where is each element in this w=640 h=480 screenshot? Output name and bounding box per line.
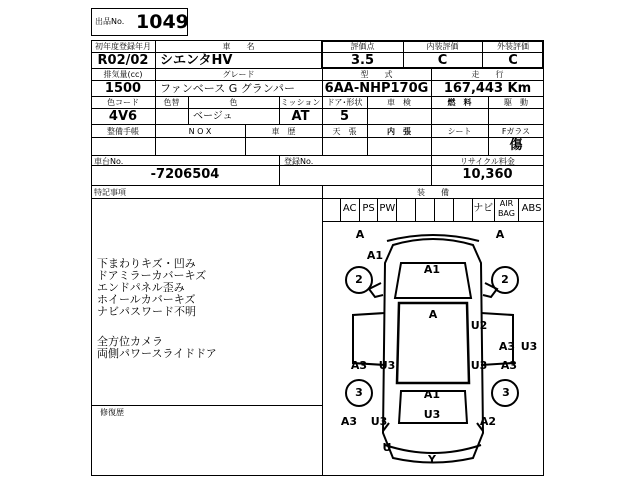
damage-code: A3 [498, 340, 516, 353]
cc-label: 排気量(cc) [103, 70, 143, 79]
damage-code: U3 [370, 415, 388, 428]
glass-value: 傷 [509, 138, 523, 153]
damage-code: A1 [423, 388, 441, 401]
damage-code: 2 [501, 273, 509, 286]
remarks-lines [97, 258, 206, 318]
grade-value: ファンベース G グランパー [160, 82, 295, 95]
chassis-value: -7206504 [150, 167, 220, 182]
door-label: ドア･形状 [326, 98, 363, 107]
color-value: ベージュ [193, 111, 233, 122]
seat-label: シート [447, 127, 472, 136]
remarks-lines-2 [97, 336, 217, 360]
year-value: R02/02 [97, 53, 149, 68]
damage-code: U [382, 441, 392, 454]
drive-label: 駆 動 [504, 98, 528, 107]
equipment-cell-ps: PS [360, 198, 379, 221]
damage-code: U2 [470, 319, 488, 332]
registration-label: 登録No. [284, 157, 314, 166]
year-label: 初年度登録年月 [95, 42, 151, 51]
color-change-label: 色替 [163, 98, 180, 107]
damage-code: U3 [470, 359, 488, 372]
equipment-cell-ac: AC [341, 198, 360, 221]
interior-score-label: 内装評価 [426, 42, 459, 51]
damage-code: A1 [366, 249, 384, 262]
damage-code: U3 [378, 359, 396, 372]
chassis-label: 車台No. [94, 157, 124, 166]
remarks-label: 特記事項 [94, 188, 126, 197]
damage-code: 2 [355, 273, 363, 286]
damage-code: A3 [500, 359, 518, 372]
equipment-cell-abs: ABS [521, 203, 542, 214]
remark-line: ホイールカバーキズ [97, 293, 196, 306]
rule [279, 155, 280, 186]
name-value: シエンタHV [160, 53, 233, 68]
damage-code: 3 [502, 386, 510, 399]
damage-code: Y [428, 453, 436, 466]
mileage-value: 167,443 Km [443, 81, 532, 96]
rule [91, 185, 544, 186]
equipment-label: 装 備 [417, 188, 449, 197]
damage-code: A2 [479, 415, 497, 428]
sky-label: 天 張 [332, 127, 357, 136]
equipment-grid [322, 198, 544, 222]
repair-history-label: 修復歴 [100, 408, 124, 417]
damage-code: A [355, 228, 365, 241]
mission-value: AT [291, 109, 310, 124]
equipment-cell [435, 198, 454, 221]
name-label: 車 名 [222, 42, 255, 51]
glass-label: Fガラス [501, 127, 531, 136]
grade-label: グレード [222, 70, 255, 79]
damage-code: 3 [355, 386, 363, 399]
remark-line: エンドパネル歪み [97, 281, 185, 294]
damage-code: A3 [340, 415, 358, 428]
mileage-label: 走 行 [471, 70, 504, 79]
equipment-cell [454, 198, 473, 221]
equipment-cell-navi: ナビ [473, 198, 495, 221]
mission-label: ミッション [280, 98, 321, 107]
rule [91, 137, 544, 138]
rule [91, 405, 323, 406]
interior-score-value: C [437, 53, 448, 68]
exterior-score-label: 外装評価 [497, 42, 529, 51]
score-value: 3.5 [350, 53, 375, 68]
damage-code: A1 [423, 263, 441, 276]
damage-code: A [428, 308, 438, 321]
equipment-cell [416, 198, 435, 221]
recycle-label: リサイクル料金 [460, 157, 515, 166]
lot-label: 出品No. [95, 17, 125, 26]
interior-trim-label: 内 張 [387, 127, 411, 136]
nox-label: N O X [188, 127, 212, 136]
recycle-value: 10,360 [462, 167, 513, 182]
equipment-cell-airbag: AIR BAG [495, 198, 519, 221]
model-value: 6AA-NHP170G [324, 81, 429, 96]
damage-code: U3 [520, 340, 538, 353]
inspection-label: 車 検 [387, 98, 411, 107]
cc-value: 1500 [104, 81, 142, 96]
score-label: 評価点 [350, 42, 375, 51]
remark-line: 全方位カメラ [97, 335, 163, 348]
remark-line: ナビパスワード不明 [97, 305, 196, 318]
remark-line: ドアミラーカバーキズ [97, 269, 207, 282]
equipment-cell-pw: PW [378, 198, 397, 221]
history-label: 車 歴 [271, 127, 296, 136]
equipment-cell [397, 198, 416, 221]
equipment-cell [322, 198, 341, 221]
lot-number: 1049 [136, 11, 189, 33]
fuel-label: 燃 料 [447, 98, 472, 107]
model-label: 型 式 [360, 70, 393, 79]
rule [91, 155, 544, 156]
damage-code: U3 [423, 408, 441, 421]
color-label: 色 [229, 98, 238, 107]
damage-code: A3 [350, 359, 368, 372]
damage-code: A [495, 228, 505, 241]
remark-line: 下まわりキズ・凹み [97, 257, 196, 270]
color-code-label: 色コード [107, 98, 139, 107]
color-code-value: 4V6 [108, 109, 138, 124]
manual-label: 整備手帳 [107, 127, 139, 136]
door-value: 5 [339, 109, 350, 124]
remark-line: 両側パワースライドドア [97, 347, 217, 360]
exterior-score-value: C [508, 53, 518, 68]
